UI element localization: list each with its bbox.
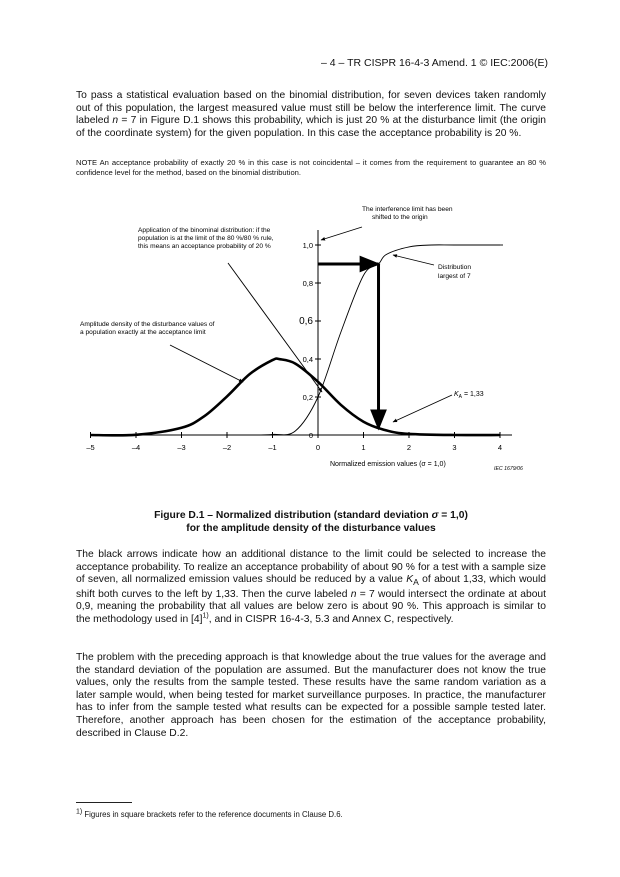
y-tick-label: 0,8 <box>302 279 313 288</box>
x-tick-label: –5 <box>86 443 95 452</box>
x-tick-label: 3 <box>452 443 457 452</box>
paragraph-intro: To pass a statistical evaluation based on the binomial distribution, for seven devices taken randomly out of this population, the largest measured value must still be below the interference limit. The curve labeled n = 7 in Figure D.1 shows this probability, which is just 20 % at the disturbance limit (the origin of the coordinate system) for the given population. In this case the acceptance probability is 20 %. <box>76 90 546 139</box>
distribution-annotation: Distribution largest of 7 <box>438 264 471 280</box>
footnote: $^{1)}$ Figures in square brackets refer to the reference documents in Clause D.6. <box>76 808 343 819</box>
x-tick-label: 2 <box>406 443 412 452</box>
x-tick-label: –2 <box>222 443 232 452</box>
ka-label: $K_A = 1,33$ <box>454 391 484 400</box>
paragraph-arrows: The black arrows indicate how an additional distance to the limit could be selected to increase the acceptance probability. To realize an acceptance probability of about 90 % for a test with a sample size of seven, all normalized emission values should be reduced by a value $K_A$ of about 1,33, which would shift both curves to the left by 1,33. Then the curve labeled n = 7 would intersect the ordinate at about 0,9, meaning the probability that all values are below zero is about 90 %. This approach is similar to the methodology used in $[4]^{1)}$, and in CISPR 16-4-3, 5.3 and Annex C, respectively. <box>76 549 547 626</box>
binomial-annotation: Application of the binominal distribution: if the population is at the limit of the 80 %/80 % rule, this means an acceptance probability of 20 % <box>138 227 274 250</box>
amplitude-leader <box>170 345 243 382</box>
paragraph-problem: The problem with the preceding approach is that knowledge about the true values for the average and the standard deviation of the population are assumed. But the manufacturer does not know the true values, only the results from the sample tested. These results have the same random variation as a later sample would, when being tested for market surveillance purposes. In practice, the manufacturer has to infer from the sample tested what results can be expected for a possible sample tested later. Therefore, another approach has been chosen for the estimation of the acceptance probability, described in Clause D.2. <box>76 652 546 739</box>
x-tick-label: 1 <box>361 443 366 452</box>
note-paragraph: NOTE An acceptance probability of exactly 20 % in this case is not coincidental – it comes from the requirement to guarantee an 80 % confidence level for the method, based on the binomial distribution. <box>76 158 546 177</box>
y-tick-label: 0 <box>308 431 313 440</box>
x-tick-label: 4 <box>497 443 503 452</box>
interference-leader <box>321 227 362 240</box>
y-tick-label: 0,6 <box>299 316 313 327</box>
footnote-separator <box>76 802 132 803</box>
y-tick-label: 0,2 <box>302 393 313 402</box>
x-tick-label: 0 <box>315 443 321 452</box>
running-header: – 4 – TR CISPR 16-4-3 Amend. 1 © IEC:2006(E) <box>321 57 548 69</box>
amplitude-density-curve <box>91 359 501 436</box>
x-tick-label: –1 <box>268 443 277 452</box>
ka-leader <box>393 395 452 422</box>
x-tick-label: –3 <box>177 443 186 452</box>
iec-reference: IEC 1679/06 <box>494 466 523 472</box>
x-axis-label: Normalized emission values (σ = 1,0) <box>330 461 446 468</box>
figure-d1-chart <box>76 200 546 485</box>
y-tick-label: 1,0 <box>302 241 313 250</box>
y-tick-label: 0,4 <box>302 355 313 364</box>
x-tick-label: –4 <box>131 443 141 452</box>
interference-annotation: The interference limit has been shifted to the origin <box>362 206 453 221</box>
amplitude-annotation: Amplitude density of the disturbance values of a population exactly at the acceptance limit <box>80 321 215 336</box>
figure-caption: Figure D.1 – Normalized distribution (standard deviation σ = 1,0) for the amplitude density of the disturbance values <box>154 510 468 534</box>
distribution-leader <box>393 255 434 265</box>
